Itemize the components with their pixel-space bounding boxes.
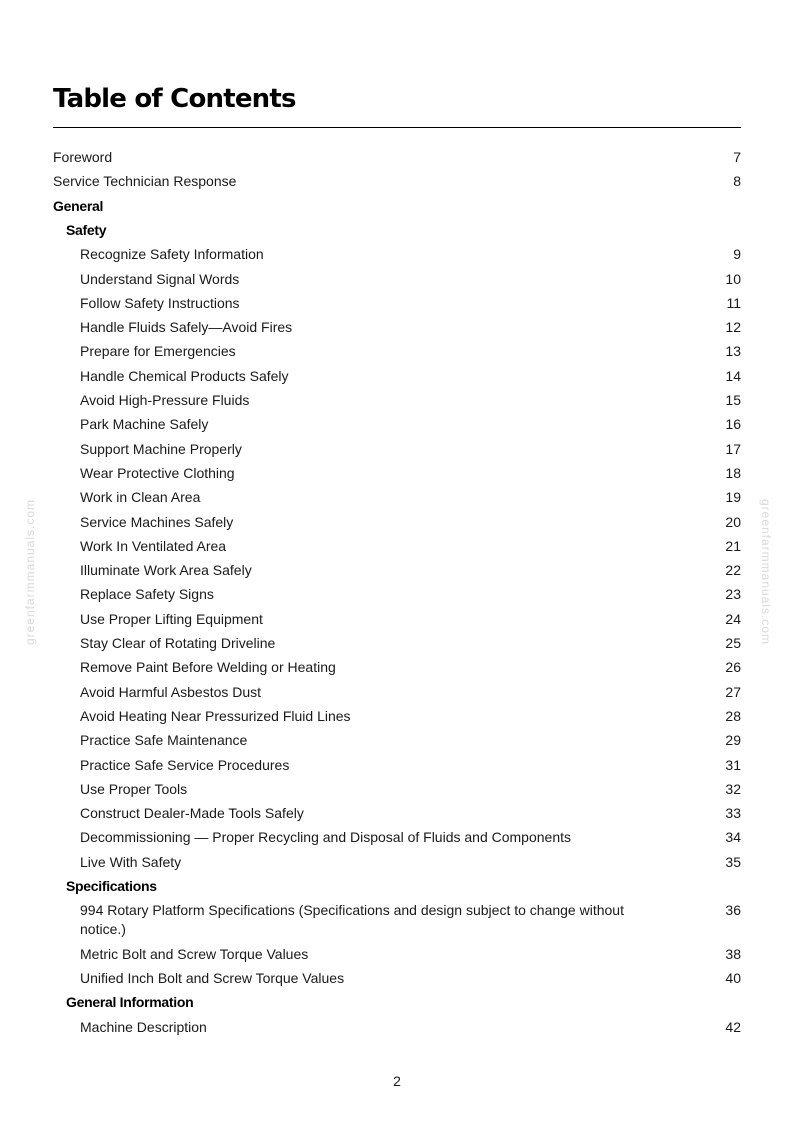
toc-entry-page: 17: [725, 440, 741, 457]
toc-entry-page: 19: [725, 489, 741, 506]
toc-entry[interactable]: [0, 510, 794, 534]
toc-entry-label: Remove Paint Before Welding or Heating: [80, 659, 336, 676]
toc-entry[interactable]: [0, 388, 794, 412]
toc-entry-page: 16: [725, 416, 741, 433]
toc-entry[interactable]: [0, 631, 794, 655]
toc-entry-label: Unified Inch Bolt and Screw Torque Values: [80, 970, 345, 986]
toc-entry-label: General Information: [66, 994, 194, 1011]
toc-section-heading: [0, 990, 794, 1014]
toc-entry[interactable]: [0, 267, 794, 291]
toc-entry-label: Avoid Harmful Asbestos Dust: [80, 683, 262, 700]
toc-entry-label: Illuminate Work Area Safely: [80, 562, 252, 579]
toc-entry[interactable]: [0, 461, 794, 485]
page-title: Table of Contents: [53, 84, 296, 114]
toc-entry-label: Service Machines Safely: [80, 513, 234, 530]
toc-entry[interactable]: [0, 801, 794, 825]
toc-entry-page: 42: [725, 1018, 741, 1035]
toc-entry-page: 28: [725, 707, 741, 724]
toc-entry-label: Stay Clear of Rotating Driveline: [80, 635, 276, 651]
toc-entry-page: 32: [725, 780, 741, 797]
toc-entry-label: Work in Clean Area: [80, 489, 201, 506]
toc-entry[interactable]: [0, 753, 794, 777]
toc-entry-label: Follow Safety Instructions: [80, 294, 240, 311]
toc-entry[interactable]: [0, 655, 794, 679]
toc-entry-page: 25: [725, 635, 741, 651]
toc-entry-label: Foreword: [53, 149, 113, 165]
toc-entry-page: 21: [725, 537, 741, 554]
toc-entry[interactable]: [0, 291, 794, 315]
toc-entry-label: Handle Fluids Safely—Avoid Fires: [80, 319, 293, 336]
toc-entry-page: 36: [725, 902, 741, 919]
toc-entry-label: Safety: [66, 221, 107, 238]
toc-entry[interactable]: [0, 582, 794, 606]
toc-entry[interactable]: [0, 364, 794, 388]
title-divider: [53, 127, 741, 128]
toc-entry-page: 14: [725, 367, 741, 384]
toc-entry-label: Practice Safe Service Procedures: [80, 756, 290, 773]
toc-entry-page: 24: [725, 610, 741, 627]
toc-entry-label: Work In Ventilated Area: [80, 537, 227, 554]
toc-entry[interactable]: [0, 1015, 794, 1039]
toc-entry-label: Avoid High-Pressure Fluids: [80, 392, 250, 408]
toc-entry-label: Recognize Safety Information: [80, 246, 264, 263]
toc-entry-label: Wear Protective Clothing: [80, 464, 235, 481]
toc-entry[interactable]: [0, 704, 794, 728]
toc-entry-label: Park Machine Safely: [80, 416, 209, 433]
toc-entry-page: 35: [725, 853, 741, 870]
toc-entry-label: Decommissioning — Proper Recycling and Disposal of Fluids and Components: [80, 829, 572, 846]
toc-entry-label: Live With Safety: [80, 853, 182, 870]
toc-entry-label: 994 Rotary Platform Specifications (Specifications and design subject to change without notice.): [80, 902, 624, 938]
toc-entry[interactable]: [0, 339, 794, 363]
toc-entry-label: Metric Bolt and Screw Torque Values: [80, 945, 309, 962]
toc-entry[interactable]: [0, 558, 794, 582]
toc-entry-page: 40: [725, 970, 741, 986]
toc-entry[interactable]: [0, 145, 794, 169]
toc-entry-page: 33: [725, 805, 741, 822]
toc-entry[interactable]: [0, 680, 794, 704]
toc-entry-page: 8: [733, 173, 741, 190]
toc-entry-label: Avoid Heating Near Pressurized Fluid Lines: [80, 707, 351, 724]
toc-entry-label: Replace Safety Signs: [80, 586, 214, 603]
toc-section-heading: [0, 874, 794, 898]
toc-entry[interactable]: [0, 242, 794, 266]
watermark-right: greenfarmmanuals.com: [759, 498, 773, 646]
toc-section-heading: [0, 218, 794, 242]
toc-entry[interactable]: [0, 169, 794, 193]
toc-entry-page: 13: [725, 343, 741, 360]
toc-entry-page: 29: [725, 732, 741, 749]
toc-entry-page: 26: [725, 659, 741, 676]
toc-entry[interactable]: [0, 777, 794, 801]
toc-entry-page: 38: [725, 945, 741, 962]
toc-entry-page: 11: [726, 294, 741, 311]
toc-entry-label: Handle Chemical Products Safely: [80, 367, 289, 384]
toc-entry-page: 31: [725, 756, 741, 773]
toc-entry[interactable]: [0, 850, 794, 874]
toc-entry-page: 9: [733, 246, 741, 263]
toc-entry[interactable]: [0, 437, 794, 461]
toc-entry-page: 34: [725, 829, 741, 846]
toc-entry-page: 15: [725, 392, 741, 408]
toc-entry-page: 18: [725, 464, 741, 481]
toc-entry-label: Use Proper Lifting Equipment: [80, 610, 263, 627]
page-number: 2: [393, 1073, 401, 1089]
toc-entry-label: Service Technician Response: [53, 173, 237, 190]
toc-entry-page: 27: [725, 683, 741, 700]
toc-entry-label: Prepare for Emergencies: [80, 343, 236, 360]
toc-entry[interactable]: [0, 412, 794, 436]
toc-entry-page: 12: [725, 319, 741, 336]
toc-entry[interactable]: [0, 534, 794, 558]
toc-entry-label: Construct Dealer-Made Tools Safely: [80, 805, 304, 822]
toc-entry[interactable]: [0, 942, 794, 966]
toc-entry[interactable]: [0, 728, 794, 752]
toc-entry-page: 23: [725, 586, 741, 603]
toc-entry[interactable]: [0, 966, 794, 990]
toc-section-heading: [0, 194, 794, 218]
toc-entry[interactable]: [0, 898, 794, 938]
toc-entry-label: General: [53, 197, 104, 214]
toc-entry-page: 10: [725, 270, 741, 287]
toc-entry[interactable]: [0, 485, 794, 509]
toc-entry-label: Specifications: [66, 878, 157, 894]
toc-entry-label: Machine Description: [80, 1018, 207, 1035]
toc-entry-page: 20: [725, 513, 741, 530]
toc-entry[interactable]: [0, 825, 794, 849]
toc-entry[interactable]: [0, 607, 794, 631]
watermark-left: greenfarmmanuals.com: [23, 498, 37, 646]
toc-entry-page: 22: [725, 562, 741, 579]
toc-entry-label: Understand Signal Words: [80, 270, 240, 287]
toc-entry-label: Support Machine Properly: [80, 440, 242, 457]
toc-entry-page: 7: [733, 149, 741, 165]
toc-entry[interactable]: [0, 315, 794, 339]
toc-entry-label: Use Proper Tools: [80, 780, 188, 797]
toc-entry-label: Practice Safe Maintenance: [80, 732, 248, 749]
